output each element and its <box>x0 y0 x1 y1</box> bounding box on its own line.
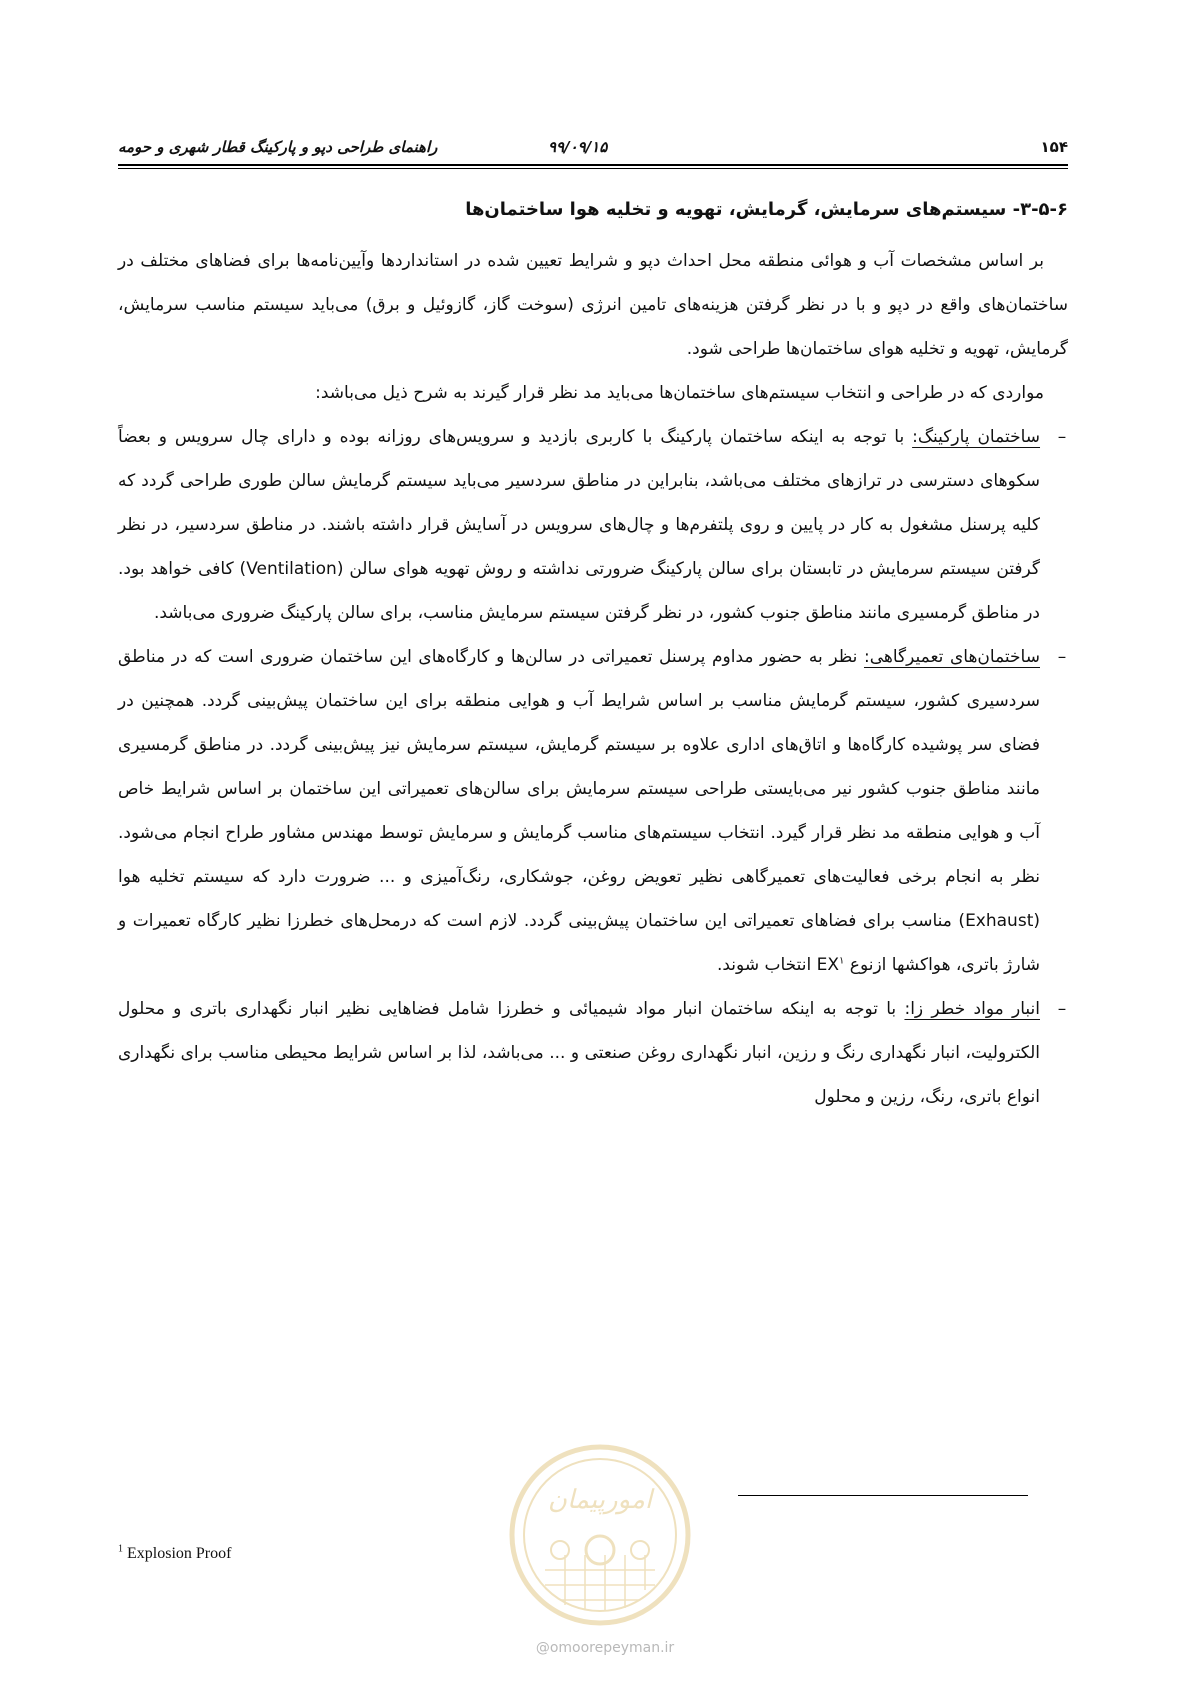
ex-label: $EX^۱$ <box>816 955 845 975</box>
document-title: راهنمای طراحی دپو و پارکینگ قطار شهری و حومه <box>118 138 438 156</box>
requirements-list <box>118 415 1068 1119</box>
footnote <box>118 1545 231 1563</box>
footnote-separator <box>738 1495 1028 1496</box>
bullet-dash: – <box>1057 647 1067 667</box>
page-body <box>118 185 1068 1119</box>
lead-in-paragraph: مواردی که در طراحی و انتخاب سیستم‌های ساختمان‌ها می‌باید مد نظر قرار گیرند به شرح ذیل می‌باشد: <box>315 383 1044 403</box>
footnote-ref: ۱ <box>839 955 845 967</box>
bullet-dash: – <box>1057 999 1067 1019</box>
item-text-end: انتخاب شوند. <box>716 955 817 975</box>
item-term: ساختمان پارکینگ: <box>912 427 1041 447</box>
item-term: ساختمان‌های تعمیرگاهی: <box>863 647 1040 667</box>
footnote-number: 1 <box>118 1543 123 1555</box>
footnote-text: Explosion Proof <box>127 1545 232 1562</box>
page-header <box>118 130 1068 160</box>
list-item <box>118 635 1068 987</box>
page-number: ۱۵۴ <box>1040 138 1068 156</box>
header-date: ۹۹/۰۹/۱۵ <box>548 138 608 156</box>
item-text: با توجه به اینکه ساختمان پارکینگ با کاربری بازدید و سرویس‌های روزانه بوده و دارای چال سرویس و بعضاً سکوهای دسترسی در ترازهای مختلف می‌باشد، بنابراین در مناطق سردسیر می‌باید سیستم گرمایش سالن طوری طراحی گردد که کلیه پرسنل مشغول به کار در پایین و روی پلتفرم‌ها و چال‌های سرویس در آسایش قرار داشته باشند. در مناطق سردسیر، در نظر گرفتن سیستم سرمایش در تابستان برای سالن پارکینگ ضرورتی نداشته و روش تهویه هوای سالن (Ventilation) کافی خواهد بود. در مناطق گرمسیری مانند مناطق جنوب کشور، در نظر گرفتن سیستم سرمایش مناسب، برای سالن پارکینگ ضروری می‌باشد. <box>118 427 1041 623</box>
intro-paragraph: بر اساس مشخصات آب و هوائی منطقه محل احداث دپو و شرایط تعیین شده در استانداردها وآیین‌نامه‌ها برای فضاهای مختلف در ساختمان‌های واقع در دپو و با در نظر گرفتن هزینه‌های تامین انرژی (سوخت گاز، گازوئیل و برق) می‌باید سیستم مناسب سرمایش، گرمایش، تهویه و تخلیه هوای ساختمان‌ها طراحی شود. <box>118 251 1068 359</box>
header-rule <box>118 164 1068 166</box>
section-heading: ۳-۵-۶- سیستم‌های سرمایش، گرمایش، تهویه و تخلیه هوا ساختمان‌ها <box>465 199 1068 220</box>
header-rule-thin <box>118 168 1068 169</box>
item-text: با توجه به اینکه ساختمان انبار مواد شیمیائی و خطرزا شامل فضاهایی نظیر انبار نگهداری باتری و محلول الکترولیت، انبار نگهداری رنگ و رزین، انبار نگهداری روغن صنعتی و ... می‌باشد، لذا بر اساس شرایط محیطی مناسب برای نگهداری انواع باتری، رنگ، رزین و محلول <box>118 999 1040 1107</box>
item-text: نظر به حضور مداوم پرسنل تعمیراتی در سالن‌ها و کارگاه‌های این ساختمان ضروری است که در مناطق سردسیری کشور، سیستم گرمایش مناسب بر اساس شرایط آب و هوایی منطقه برای این ساختمان پیش‌بینی گردد. همچنین در فضای سر پوشیده کارگاه‌ها و اتاق‌های اداری علاوه بر سیستم گرمایش، سیستم سرمایش نیز پیش‌بینی گردد. در مناطق گرمسیری مانند مناطق جنوب کشور نیر می‌بایستی طراحی سیستم سرمایش برای سالن‌های تعمیراتی این ساختمان بر اساس شرایط خاص آب و هوایی منطقه مد نظر قرار گیرد. انتخاب سیستم‌های مناسب گرمایش و سرمایش توسط مهندس مشاور طراح انجام می‌شود. نظر به انجام برخی فعالیت‌های تعمیرگاهی نظیر تعویض روغن، جوشکاری، رنگ‌آمیزی و ... ضرورت دارد که سیستم تخلیه هوا (Exhaust) مناسب برای فضاهای تعمیراتی این ساختمان پیش‌بینی گردد. لازم است که درمحل‌های خطرزا نظیر کارگاه تعمیرات و شارژ باتری، هواکشها ازنوع <box>118 647 1040 975</box>
item-term: انبار مواد خطر زا: <box>904 999 1040 1019</box>
bullet-dash: – <box>1057 427 1067 447</box>
watermark-logo-text: امورپیمان <box>547 1485 653 1515</box>
watermark-url: @omoorepeyman.ir <box>535 1640 675 1656</box>
list-item <box>118 415 1068 635</box>
list-item <box>118 987 1068 1119</box>
seal-logo-icon <box>505 1440 695 1630</box>
